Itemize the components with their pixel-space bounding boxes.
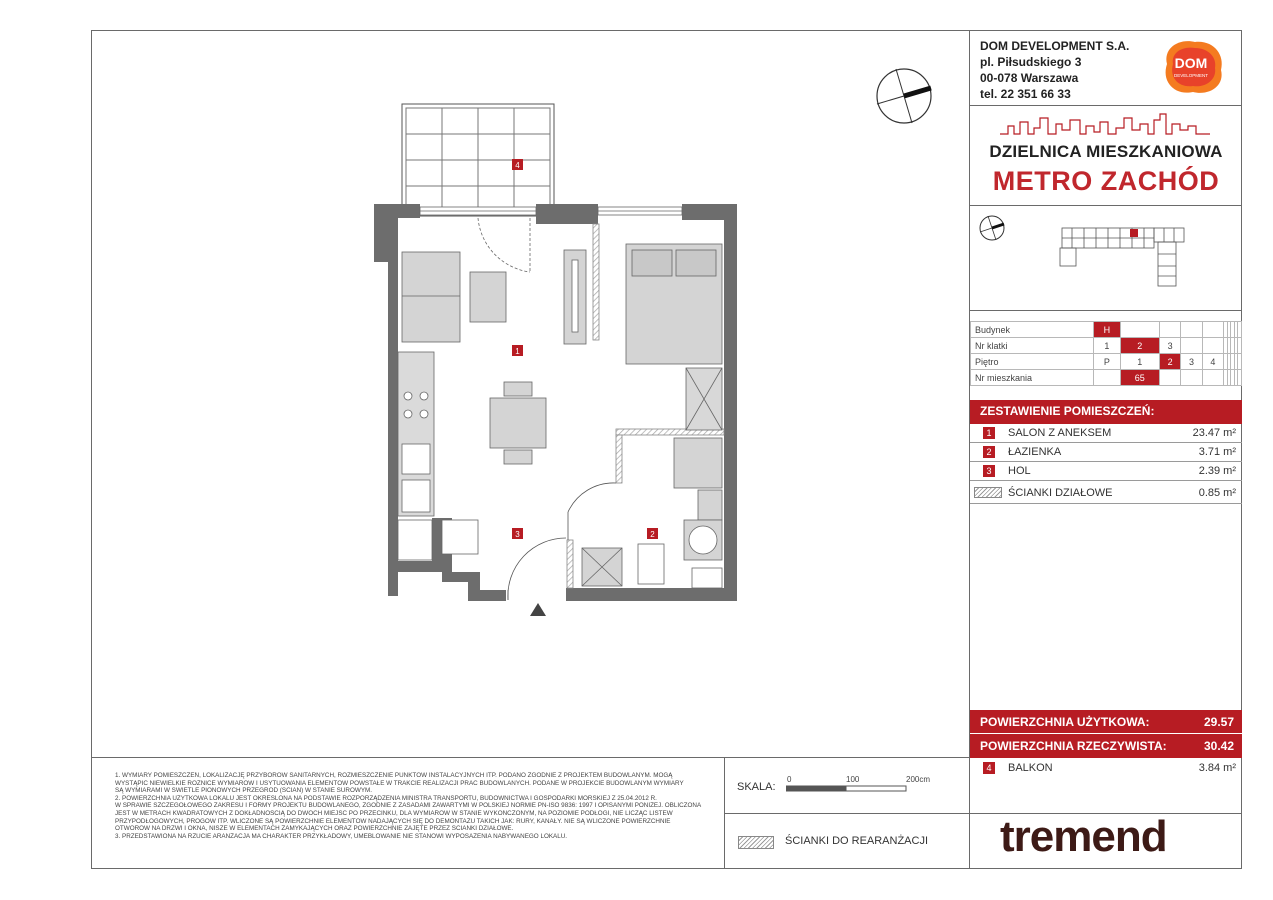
sofa (402, 252, 460, 342)
mieszkanie-label: Nr mieszkania (971, 370, 1094, 386)
north-arrow-icon (874, 66, 936, 128)
unit-info-table (970, 321, 1242, 386)
klatka-1: 1 (1094, 338, 1121, 354)
dom-logo (1157, 36, 1227, 96)
balcony-area: 3.84 m² (1198, 762, 1236, 774)
company-city: 00-078 Warszawa (980, 71, 1079, 85)
note-line-6: JEST W METRACH KWADRATOWYCH Z DOKŁADNOŚCIĄ DO DWÓCH MIEJSC PO PRZECINKU, DLA WYMIARÓW W STANIE WYKOŃCZONYM, NA POZIOMIE PODŁOGI, NIE LICZĄC LISTEW (115, 809, 673, 817)
doors (478, 218, 530, 272)
klatka-3: 3 (1159, 338, 1180, 354)
note-line-3: SĄ WYMIARAMI W ŚWIETLE PIONOWYCH PRZEGRÓD (ŚCIAN) W STANIE SUROWYM. (115, 787, 373, 795)
marker-2: 2 (650, 530, 655, 539)
scale-label: SKALA: (737, 781, 776, 793)
balcony-row (970, 759, 1242, 778)
furniture (398, 244, 722, 588)
logo-text-development: DEVELOPMENT (1173, 73, 1209, 78)
klatka-label: Nr klatki (971, 338, 1094, 354)
room-area-3: 2.39 m² (1198, 465, 1236, 477)
real-area-bar (970, 734, 1242, 758)
sink (698, 490, 722, 520)
panel-line-1 (969, 105, 1242, 106)
row-pietro (971, 354, 1242, 370)
company-name: DOM DEVELOPMENT S.A. (980, 39, 1130, 53)
pietro-1: 1 (1120, 354, 1159, 370)
notes-block (115, 772, 705, 840)
scale-bar (786, 785, 910, 793)
marker-1: 1 (515, 347, 520, 356)
note-line-9: 3. PRZEDSTAWIONA NA RZUCIE ARANŻACJA MA CHARAKTER PRZYKŁADOWY, UMEBLOWANIE NIE STANOWI WYPOSAŻENIA NABYWANEGO LOKALU. (115, 832, 568, 840)
room-area-1: 23.47 m² (1192, 427, 1236, 439)
key-plan-highlight (1130, 229, 1138, 237)
usable-area-value: 29.57 (1203, 715, 1234, 729)
company-phone: tel. 22 351 66 33 (980, 87, 1071, 101)
budynek-value: H (1094, 322, 1121, 338)
floor-plan (370, 100, 750, 620)
room-area-2: 3.71 m² (1198, 446, 1236, 458)
row-budynek (971, 322, 1242, 338)
room-num-1: 1 (983, 427, 995, 439)
hall-closet (398, 520, 432, 560)
pietro-2: 2 (1159, 354, 1180, 370)
panel-line-3 (969, 310, 1242, 311)
summary-title: ZESTAWIENIE POMIESZCZEŃ: (970, 400, 1242, 424)
tremend-logo: tremend (1000, 812, 1167, 861)
skyline-graphic (1000, 112, 1210, 140)
cabinet (692, 568, 722, 588)
coffee-table (470, 272, 506, 322)
logo-text-dom: DOM (1174, 55, 1208, 71)
note-line-2: WYSTĄPIĆ NIEWIELKIE RÓŻNICE WYMIARÓW I USYTUOWANIA ELEMENTÓW POWSTAŁE W TRAKCIE REALIZACJI PRAC BUDOWLANYCH. PODANE W PROJEKCIE BUDOWLANYM WYMIARY (115, 779, 684, 787)
room-name-2: ŁAZIENKA (1008, 446, 1062, 458)
walls-area: 0.85 m² (1198, 487, 1236, 499)
balcony-num: 4 (983, 762, 995, 774)
note-line-5: W SPRAWIE SZCZEGÓŁOWEGO ZAKRESU I FORMY PROJEKTU BUDOWLANEGO, ZGODNIE Z ZASADAMI ZAWARTYMI W POLSKIEJ NORMIE PN-ISO 9836: 1997 I OPISANYMI PONIŻEJ. OBLICZONA (115, 802, 702, 810)
walls-hatch-swatch (974, 487, 1002, 498)
pietro-label: Piętro (971, 354, 1094, 370)
mieszkanie-value: 65 (1120, 370, 1159, 386)
shower (674, 438, 722, 488)
room-num-3: 3 (983, 465, 995, 477)
room-row-1 (970, 424, 1242, 443)
pietro-4: 4 (1202, 354, 1223, 370)
real-area-value: 30.42 (1203, 739, 1234, 753)
room-name-1: SALON Z ANEKSEM (1008, 427, 1112, 439)
room-row-3 (970, 462, 1242, 481)
balcony (402, 104, 554, 216)
note-line-7: PRZYPODŁOGOWYCH, PROGÓW ITP. WLICZONE SĄ POWIERZCHNIE ELEMENTÓW NADAJĄCYCH SIĘ DO DEMONTAŻU TAKICH JAK: RURY, KANAŁY. NIE SĄ WLICZONE POWIERZCHNIE (115, 817, 671, 825)
row-klatka (971, 338, 1242, 354)
mini-north-arrow-icon (977, 213, 1007, 243)
entrance-arrow (530, 603, 546, 616)
panel-line-2 (969, 205, 1242, 206)
scale-tick-100: 100 (846, 775, 860, 784)
scale-tick-0: 0 (787, 775, 792, 784)
marker-3: 3 (515, 530, 520, 539)
footer-divider (91, 757, 970, 758)
usable-area-label: POWIERZCHNIA UŻYTKOWA: (980, 715, 1150, 729)
estate-line2: METRO ZACHÓD (992, 166, 1220, 196)
row-mieszkanie (971, 370, 1242, 386)
vent (442, 520, 478, 554)
pietro-p: P (1094, 354, 1121, 370)
scale-tick-200: 200cm (906, 775, 931, 784)
dining-table (490, 398, 546, 448)
usable-area-bar (970, 710, 1242, 734)
balcony-name: BALKON (1008, 762, 1053, 774)
toilet (638, 544, 664, 584)
marker-4: 4 (515, 161, 520, 170)
estate-line1: DZIELNICA MIESZKANIOWA (989, 142, 1223, 161)
room-num-2: 2 (983, 446, 995, 458)
budynek-label: Budynek (971, 322, 1094, 338)
rearrange-hatch-swatch (738, 836, 774, 849)
klatka-2: 2 (1120, 338, 1159, 354)
key-plan (1058, 220, 1188, 290)
company-info (980, 38, 1129, 102)
rearrange-legend-text: ŚCIANKI DO REARANŻACJI (785, 835, 929, 847)
real-area-label: POWIERZCHNIA RZECZYWISTA: (980, 739, 1167, 753)
walls-row (970, 482, 1242, 504)
note-line-4: 2. POWIERZCHNIA UŻYTKOWA LOKALU JEST OKREŚLONA NA PODSTAWIE ROZPORZĄDZENIA MINISTRA TRANSPORTU, BUDOWNICTWA I GOSPODARKI MORSKIEJ Z 25.04.2012 R. (115, 794, 657, 802)
scale-divider (724, 813, 970, 814)
room-row-2 (970, 443, 1242, 462)
room-name-3: HOL (1008, 465, 1031, 477)
note-line-8: OTWORÓW NA DRZWI I OKNA, NISZE W ELEMENTACH ZAMYKAJĄCYCH ORAZ POWIERZCHNIE ZAJĘTE PRZEZ ŚCIANKI DZIAŁOWE. (115, 825, 514, 833)
pietro-3: 3 (1181, 354, 1202, 370)
note-line-1: 1. WYMIARY POMIESZCZEŃ, LOKALIZACJĘ PRZYBORÓW SANITARNYCH, ROZMIESZCZENIE PUNKTÓW INSTALACYJNYCH ITP. PODANO ZGODNIE Z PROJEKTEM BUDOWLANYM. MOGĄ (115, 772, 673, 779)
walls-name: ŚCIANKI DZIAŁOWE (1008, 487, 1113, 499)
skyline-line (1000, 114, 1210, 134)
company-street: pl. Piłsudskiego 3 (980, 55, 1082, 69)
